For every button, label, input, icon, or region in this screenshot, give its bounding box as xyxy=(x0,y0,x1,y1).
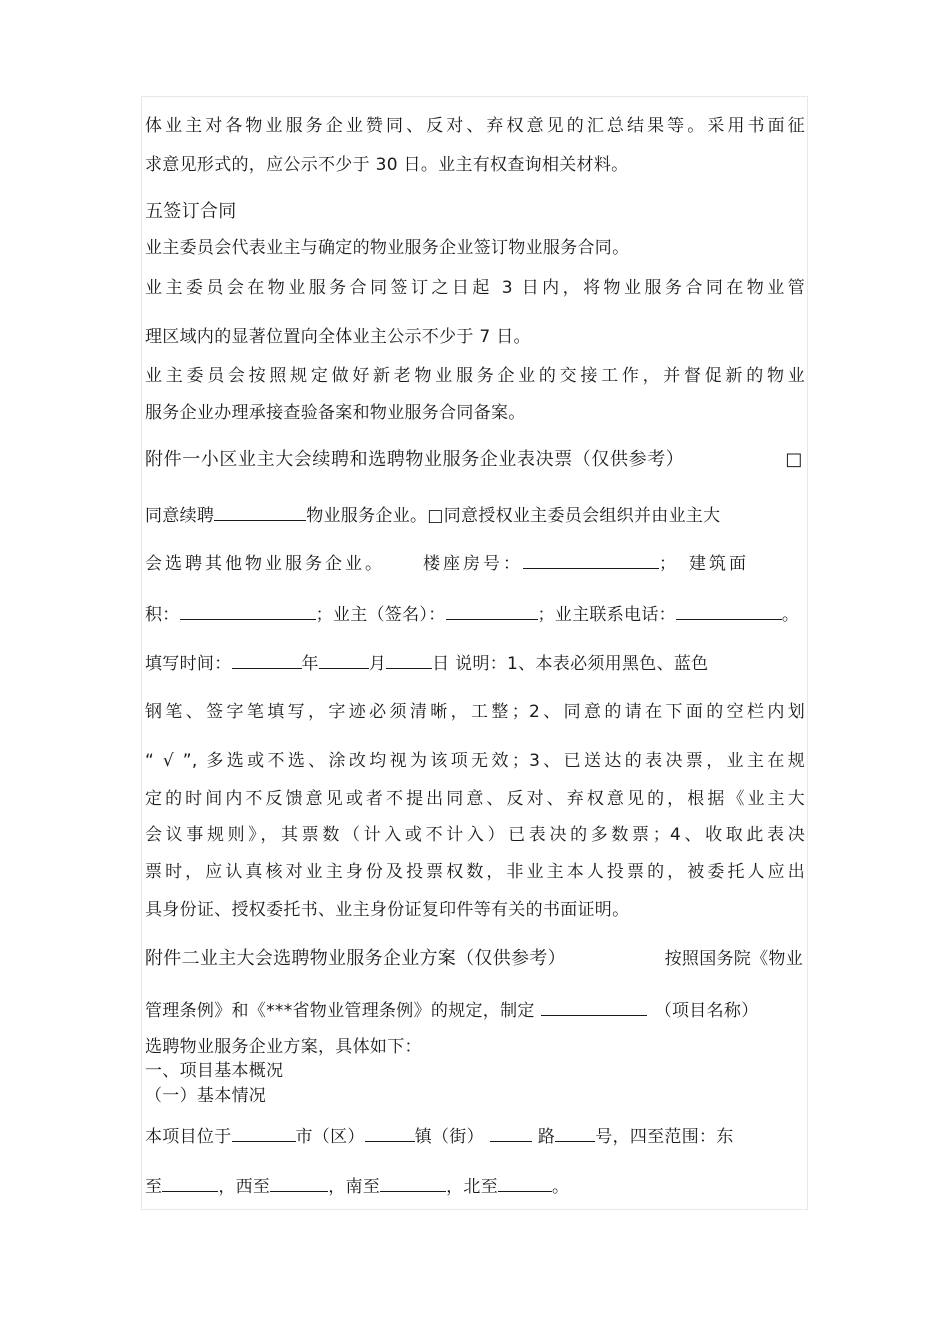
paragraph-line: 业主委员会按照规定做好新老物业服务企业的交接工作，并督促新的物业 xyxy=(145,366,805,386)
paragraph-line: 会议事规则》，其票数（计入或不计入）已表决的多数票；4、收取此表决 xyxy=(145,825,805,845)
south-label: ，南至 xyxy=(328,1177,381,1197)
intro-text: 按照国务院《物业 xyxy=(664,949,803,969)
east-label: 至 xyxy=(145,1177,163,1197)
fill-time-label: 填写时间： xyxy=(145,654,232,674)
paragraph-line: 体业主对各物业服务企业赞同、反对、弃权意见的汇总结果等。采用书面征 xyxy=(145,116,805,136)
period: 。 xyxy=(552,1177,570,1197)
paragraph-line: 票时，应认真核对业主身份及投票权数，非业主本人投票的，被委托人应出 xyxy=(145,862,805,882)
period: 。 xyxy=(781,605,800,625)
section-heading: 五签订合同 xyxy=(145,201,237,222)
building-room-label: 楼座房号： xyxy=(423,554,523,574)
project-name-blank[interactable] xyxy=(541,998,647,1016)
paragraph-line: 选聘物业服务企业方案，具体如下： xyxy=(145,1037,422,1057)
road-blank[interactable] xyxy=(490,1124,532,1142)
attachment-title xyxy=(145,948,805,970)
area-label: 建筑面 xyxy=(689,554,749,574)
paragraph-line: 具身份证、授权委托书、业主身份证复印件等有关的书面证明。 xyxy=(145,900,630,920)
road-label: 路 xyxy=(537,1127,556,1147)
paragraph-line: 求意见形式的，应公示不少于 30 日。业主有权查询相关材料。 xyxy=(145,155,629,175)
attachment-title xyxy=(145,449,805,471)
city-blank[interactable] xyxy=(232,1124,296,1142)
attachment2-title: 附件二业主大会选聘物业服务企业方案（仅供参考） xyxy=(145,948,566,969)
number-blank[interactable] xyxy=(555,1124,595,1142)
paragraph-line: 钢笔、签字笔填写，字迹必须清晰，工整；2、同意的请在下面的空栏内划 xyxy=(145,702,805,722)
attachment1-title: 附件一小区业主大会续聘和选聘物业服务企业表决票（仅供参考） xyxy=(145,449,685,470)
note-text: 说明：1、本表必须用黑色、蓝色 xyxy=(455,654,709,674)
city-label: 市（区） xyxy=(295,1127,365,1147)
day-blank[interactable] xyxy=(386,651,432,669)
building-room-blank[interactable] xyxy=(523,551,659,569)
north-blank[interactable] xyxy=(498,1174,552,1192)
form-line xyxy=(145,602,805,626)
owner-phone-label: ；业主联系电话： xyxy=(537,605,676,625)
month-blank[interactable] xyxy=(319,651,369,669)
location-line xyxy=(145,1124,805,1148)
option-renew-label: 同意续聘 xyxy=(145,506,215,526)
south-blank[interactable] xyxy=(380,1174,446,1192)
owner-phone-blank[interactable] xyxy=(676,602,782,620)
subheading: 一、项目基本概况 xyxy=(145,1061,284,1081)
paragraph-line xyxy=(145,998,805,1022)
checkbox-icon[interactable]: □ xyxy=(785,449,803,470)
area-label: 积： xyxy=(145,605,180,625)
location-label: 本项目位于 xyxy=(145,1127,232,1147)
year-blank[interactable] xyxy=(232,651,302,669)
form-line xyxy=(145,651,805,675)
town-blank[interactable] xyxy=(365,1124,415,1142)
paragraph-line: 服务企业办理承接查验备案和物业服务合同备案。 xyxy=(145,403,526,423)
month-label: 月 xyxy=(368,654,387,674)
town-label: 镇（街） xyxy=(414,1127,484,1147)
project-name-label: （项目名称） xyxy=(654,1001,759,1021)
intro-text: 管理条例》和《***省物业管理条例》的规定，制定 xyxy=(145,1001,535,1021)
renew-company-blank[interactable] xyxy=(214,503,306,521)
north-label: ，北至 xyxy=(446,1177,499,1197)
east-blank[interactable] xyxy=(162,1174,218,1192)
paragraph-line: “ √ ”, 多选或不选、涂改均视为该项无效；3、已送达的表决票，业主在规 xyxy=(145,751,805,771)
area-blank[interactable] xyxy=(180,602,316,620)
number-label: 号，四至范围：东 xyxy=(595,1127,734,1147)
separator: ； xyxy=(659,554,679,574)
option-authorize-label: 会选聘其他物业服务企业。 xyxy=(145,554,385,574)
paragraph-line: 业主委员会在物业服务合同签订之日起 3 日内，将物业服务合同在物业管 xyxy=(145,278,805,298)
location-line xyxy=(145,1174,805,1198)
paragraph-line: 定的时间内不反馈意见或者不提出同意、反对、弃权意见的，根据《业主大 xyxy=(145,789,805,809)
option-authorize-label: 同意授权业主委员会组织并由业主大 xyxy=(443,506,721,526)
owner-sign-label: ；业主（签名）： xyxy=(315,605,446,625)
vote-option-line xyxy=(145,551,805,575)
vote-option-line xyxy=(145,503,805,527)
west-label: ，西至 xyxy=(218,1177,271,1197)
paragraph-line: 业主委员会代表业主与确定的物业服务企业签订物业服务合同。 xyxy=(145,238,630,258)
west-blank[interactable] xyxy=(270,1174,328,1192)
subheading: （一）基本情况 xyxy=(145,1086,267,1106)
option-renew-suffix: 物业服务企业。 xyxy=(306,506,428,526)
paragraph-line: 理区域内的显著位置向全体业主公示不少于 7 日。 xyxy=(145,327,531,347)
checkbox-icon[interactable]: □ xyxy=(427,506,444,526)
day-label: 日 xyxy=(432,654,450,674)
owner-sign-blank[interactable] xyxy=(446,602,538,620)
year-label: 年 xyxy=(301,654,319,674)
